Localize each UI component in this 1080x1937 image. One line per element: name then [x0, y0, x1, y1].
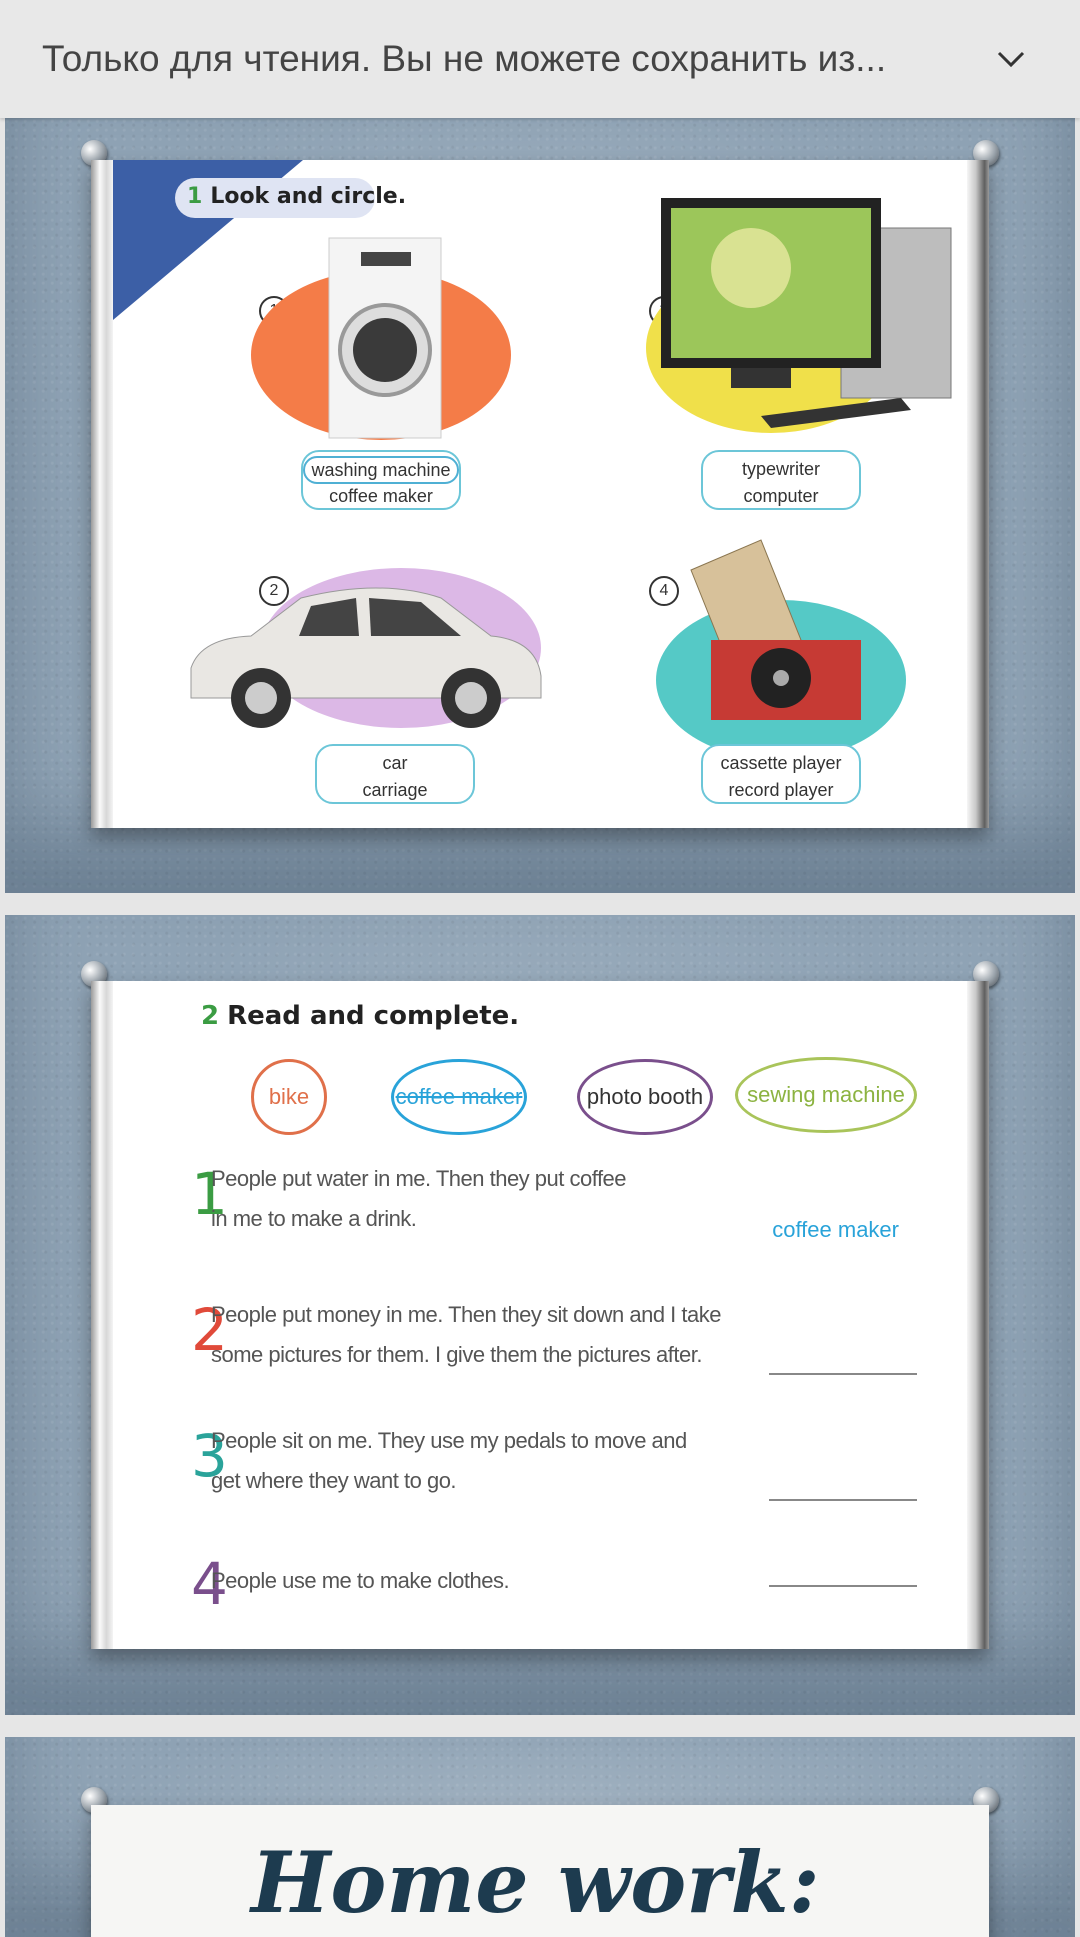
item-number: 4 — [649, 576, 679, 606]
option[interactable]: record player — [728, 780, 834, 800]
option[interactable]: cassette player — [720, 753, 842, 773]
option[interactable]: carriage — [362, 780, 428, 800]
slide-3[interactable] — [5, 1737, 1075, 1937]
answer-line-2[interactable] — [769, 1373, 917, 1375]
answer-1[interactable]: coffee maker — [772, 1217, 899, 1242]
read-only-banner — [0, 0, 1080, 118]
sentence-number: 4 — [191, 1550, 228, 1618]
options-box-1 — [301, 450, 461, 510]
options-box-2 — [315, 744, 475, 804]
homework-title: Home work: — [251, 1833, 820, 1932]
record-player-picture — [651, 530, 911, 760]
task-title: 1 Look and circle. — [187, 184, 407, 209]
sentence-3: People sit on me. They use my pedals to move and get where they want to go. — [211, 1428, 687, 1493]
scroll-roll-right — [967, 981, 989, 1649]
sentence-2: People put money in me. Then they sit down and I take some pictures for them. I give them the pictures after. — [211, 1302, 721, 1367]
item-number: 2 — [259, 576, 289, 606]
chevron-down-icon[interactable] — [994, 42, 1028, 76]
washing-machine-picture — [251, 230, 521, 440]
worksheet-page — [91, 981, 989, 1649]
sentence-4: People use me to make clothes. — [211, 1568, 510, 1593]
options-box-4 — [701, 744, 861, 804]
option[interactable]: computer — [743, 486, 819, 506]
option[interactable]: coffee maker — [329, 486, 433, 506]
word-sewing-machine[interactable]: sewing machine — [735, 1057, 917, 1133]
sentence-number: 1 — [191, 1160, 228, 1228]
computer-picture — [641, 188, 971, 438]
word-bike[interactable]: bike — [251, 1059, 327, 1135]
slide-1[interactable] — [5, 118, 1075, 893]
word-photo-booth[interactable]: photo booth — [577, 1059, 713, 1135]
answer-line-4[interactable] — [769, 1585, 917, 1587]
worksheet-page — [91, 160, 989, 828]
options-box-3 — [701, 450, 861, 510]
sentence-1: People put water in me. Then they put coffee in me to make a drink. — [211, 1166, 627, 1231]
sentence-number: 3 — [191, 1422, 228, 1490]
scroll-roll-left — [91, 160, 113, 828]
car-picture — [181, 558, 551, 748]
option-circled[interactable]: washing machine — [303, 456, 458, 484]
option[interactable]: typewriter — [741, 459, 821, 479]
scroll-roll-left — [91, 981, 113, 1649]
slide-2[interactable] — [5, 915, 1075, 1715]
task-title: 2 Read and complete. — [201, 1001, 520, 1031]
read-only-notice: Только для чтения. Вы не можете сохранить из... — [42, 38, 887, 79]
option[interactable]: car — [382, 753, 408, 773]
answer-line-3[interactable] — [769, 1499, 917, 1501]
word-coffee-maker[interactable]: coffee maker — [391, 1059, 527, 1135]
sentence-number: 2 — [191, 1296, 228, 1364]
homework-page — [91, 1805, 989, 1937]
